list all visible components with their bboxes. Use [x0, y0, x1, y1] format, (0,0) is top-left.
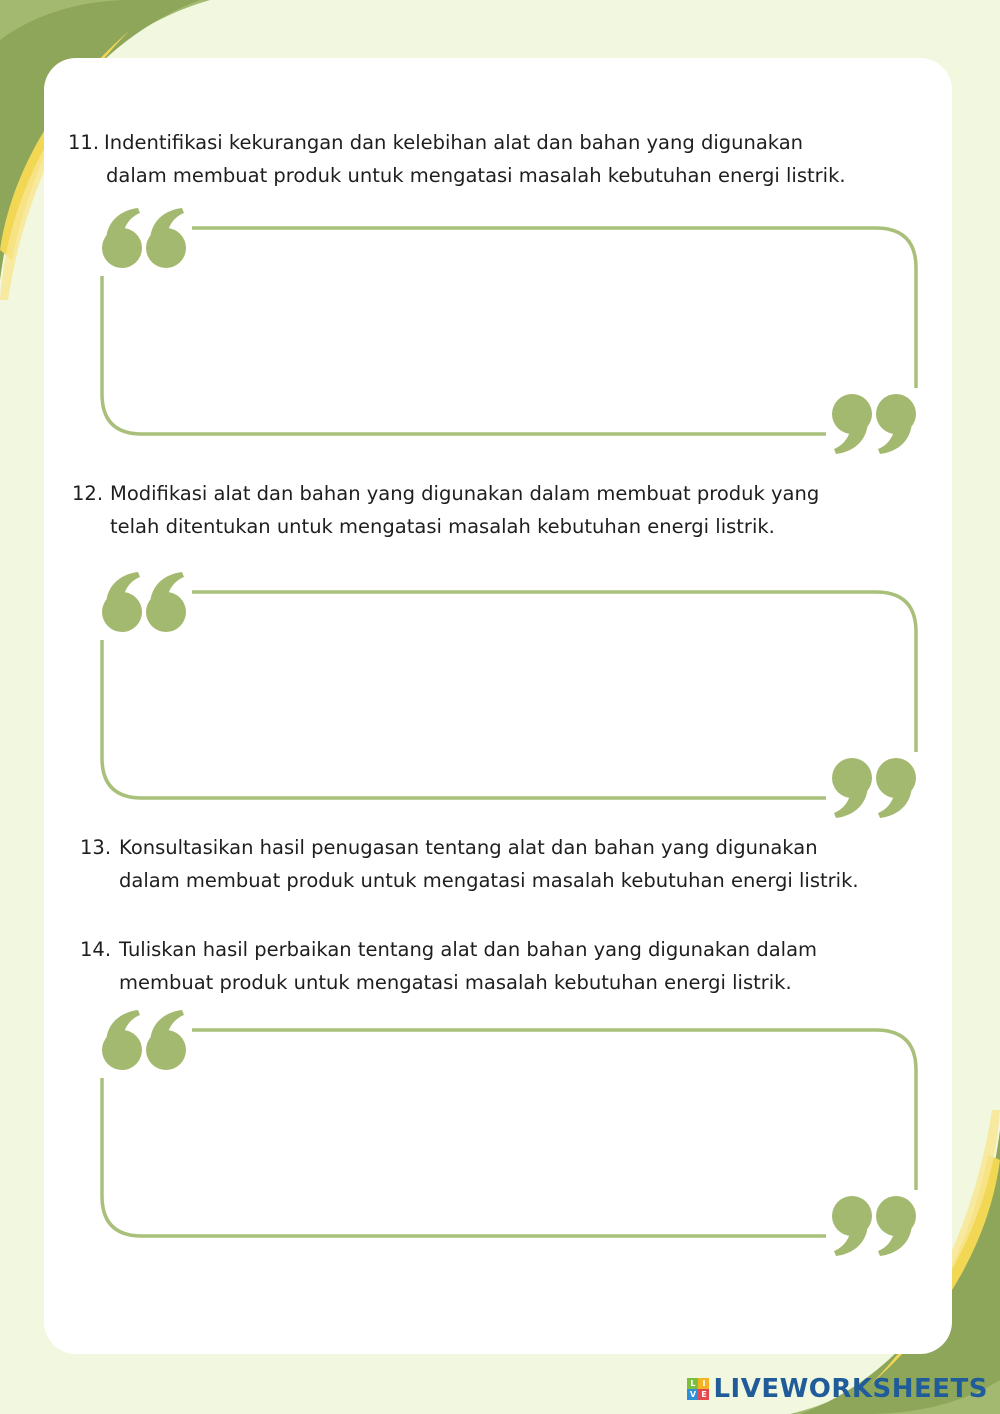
logo-letter-v: V	[687, 1389, 698, 1400]
question-number: 12.	[72, 482, 104, 505]
question-13	[80, 831, 859, 897]
question-text-line-1: Modifikasi alat dan bahan yang digunakan dalam membuat produk yang	[110, 482, 820, 505]
open-quote-icon	[102, 208, 186, 268]
logo-letter-e: E	[698, 1389, 709, 1400]
question-14	[80, 933, 817, 999]
liveworksheets-logo-text: LIVEWORKSHEETS	[713, 1374, 988, 1404]
question-number: 14.	[80, 938, 112, 961]
answer-box-14	[96, 1008, 926, 1258]
question-text-line-2: telah ditentukan untuk mengatasi masalah kebutuhan energi listrik.	[110, 515, 775, 538]
question-12	[72, 477, 819, 543]
question-text-line-2: membuat produk untuk mengatasi masalah kebutuhan energi listrik.	[119, 971, 792, 994]
logo-letter-i: I	[698, 1378, 709, 1389]
liveworksheets-logo[interactable]	[687, 1372, 988, 1406]
open-quote-icon	[102, 572, 186, 632]
question-number: 11.	[68, 131, 100, 154]
question-number: 13.	[80, 836, 112, 859]
question-text-line-2: dalam membuat produk untuk mengatasi masalah kebutuhan energi listrik.	[106, 164, 846, 187]
question-text-line-1: Indentifikasi kekurangan dan kelebihan alat dan bahan yang digunakan	[104, 131, 804, 154]
logo-letter-l: L	[687, 1378, 698, 1389]
question-text-line-1: Tuliskan hasil perbaikan tentang alat dan bahan yang digunakan dalam	[119, 938, 818, 961]
answer-input-11[interactable]	[120, 276, 894, 420]
answer-input-14[interactable]	[120, 1078, 894, 1222]
question-text-line-1: Konsultasikan hasil penugasan tentang alat dan bahan yang digunakan	[119, 836, 818, 859]
question-text-line-2: dalam membuat produk untuk mengatasi masalah kebutuhan energi listrik.	[119, 869, 859, 892]
question-11	[68, 126, 846, 192]
liveworksheets-logo-icon	[687, 1378, 709, 1400]
answer-input-12[interactable]	[120, 640, 894, 784]
answer-box-12	[96, 570, 926, 820]
answer-box-11	[96, 206, 926, 456]
open-quote-icon	[102, 1010, 186, 1070]
